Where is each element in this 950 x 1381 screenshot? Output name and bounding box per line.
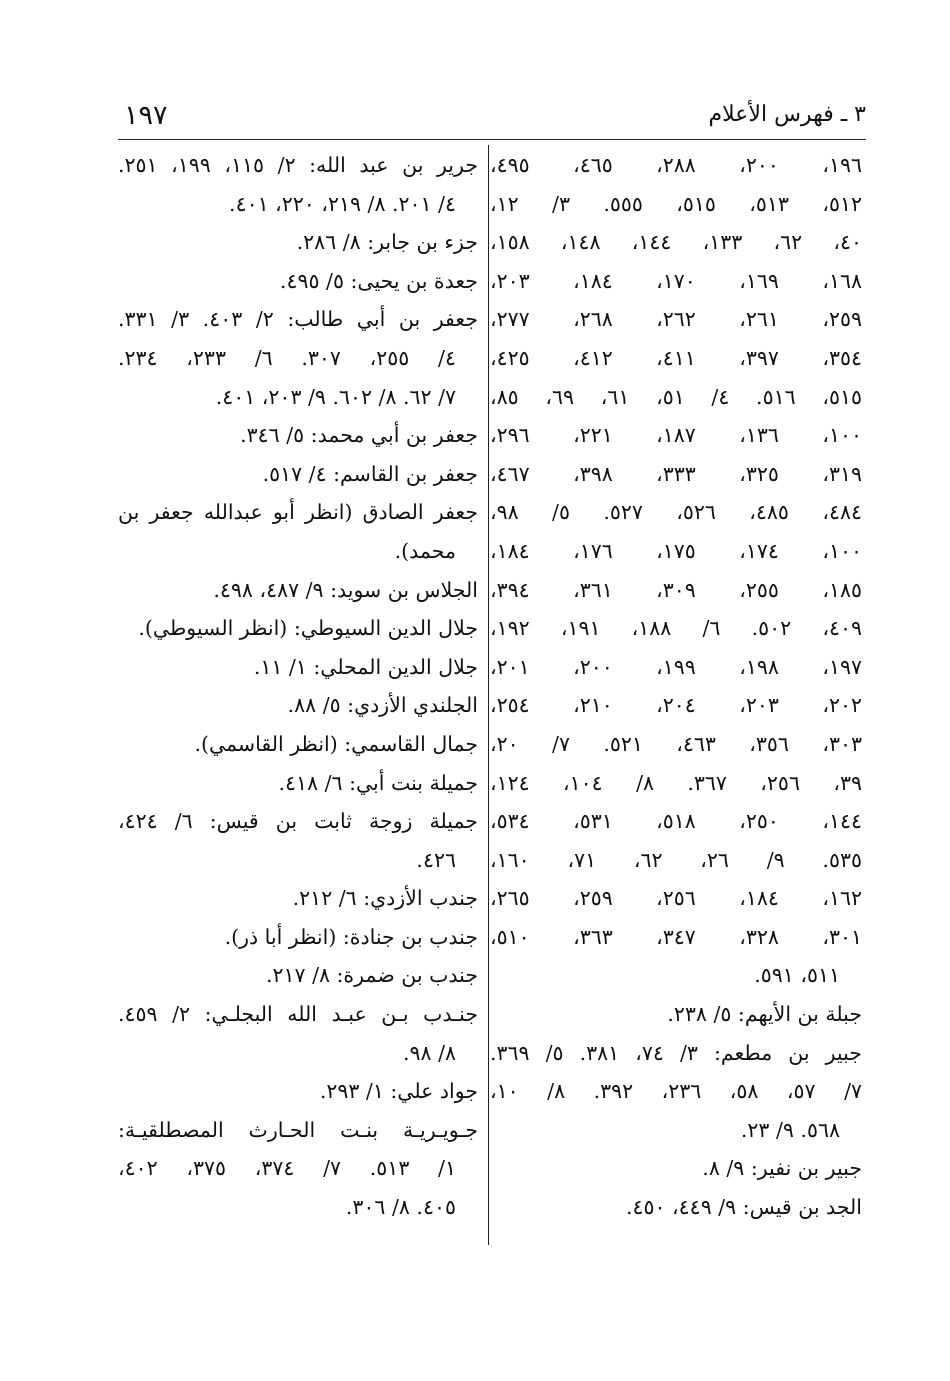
- index-entry-line: ١٠٠، ١٧٤، ١٧٥، ١٧٦، ١٨٤،: [490, 538, 862, 563]
- index-entry-line: جعفر بن أبي طالب: ٢/ ٤٠٣. ٣/ ٣٣١.: [118, 307, 478, 332]
- index-entry-line: جعفر بن القاسم: ٤/ ٥١٧.: [262, 461, 478, 486]
- index-entry-line: جمال القاسمي: (انظر القاسمي).: [194, 731, 478, 756]
- index-entry-line: ٣٠١، ٣٢٨، ٣٤٧، ٣٦٣، ٥١٠،: [490, 924, 862, 949]
- page-header: [118, 100, 866, 140]
- index-entry-line: ١٦٢، ١٨٤، ٢٥٦، ٢٥٩، ٢٦٥،: [490, 886, 862, 911]
- index-entry-line: ١/ ٥١٣. ٧/ ٣٧٤، ٣٧٥، ٤٠٢،: [118, 1156, 456, 1181]
- index-entry-line: جندب بن جنادة: (انظر أبا ذر).: [224, 924, 478, 949]
- index-entry-line: ٢٠٢، ٢٠٣، ٢٠٤، ٢١٠، ٢٥٤،: [490, 693, 862, 718]
- index-entry-line: جعفر الصادق (انظر أبو عبدالله جعفر بن: [118, 500, 478, 525]
- index-entry-line: ٤/ ٢٠١. ٨/ ٢١٩، ٢٢٠، ٤٠١.: [229, 191, 456, 216]
- index-entry-line: ٧/ ٦٢. ٨/ ٦٠٢. ٩/ ٢٠٣، ٤٠١.: [215, 384, 456, 409]
- index-entry-line: ٣٩، ٢٥٦، ٣٦٧. ٨/ ١٠٤، ١٢٤،: [490, 770, 862, 795]
- section-title: ٣ ـ فهرس الأعلام: [708, 102, 866, 127]
- header-rule: [118, 139, 866, 140]
- index-entry-line: محمد).: [394, 538, 456, 563]
- index-entry-line: ١٤٤، ٢٥٠، ٥١٨، ٥٣١، ٥٣٤،: [490, 809, 862, 834]
- index-entry-line: جندب بن ضمرة: ٨/ ٢١٧.: [265, 963, 478, 988]
- index-entry-line: ٥١٢، ٥١٣، ٥١٥، ٥٥٥. ٣/ ١٢،: [490, 191, 862, 216]
- index-entry-line: الجلندي الأزدي: ٥/ ٨٨.: [287, 693, 478, 718]
- index-entry-line: ٤٠٩، ٥٠٢. ٦/ ١٨٨، ١٩١، ١٩٢،: [490, 616, 862, 641]
- index-entry-line: جبير بن مطعم: ٣/ ٧٤، ٣٨١. ٥/ ٣٦٩.: [490, 1040, 862, 1065]
- index-entry-line: ٥٣٥. ٩/ ٢٦، ٦٢، ٧١، ١٦٠،: [490, 847, 862, 872]
- index-entry-line: جزء بن جابر: ٨/ ٢٨٦.: [296, 230, 478, 255]
- index-entry-line: ٣٠٣، ٣٥٦، ٤٦٣، ٥٢١. ٧/ ٢٠،: [490, 731, 862, 756]
- index-entry-line: جلال الدين السيوطي: (انظر السيوطي).: [138, 616, 478, 641]
- index-entry-line: ١٦٨، ١٦٩، ١٧٠، ١٨٤، ٢٠٣،: [490, 268, 862, 293]
- index-entry-line: ٣١٩، ٣٢٥، ٣٣٣، ٣٩٨، ٤٦٧،: [490, 461, 862, 486]
- index-entry-line: ٢٥٩، ٢٦١، ٢٦٢، ٢٦٨، ٢٧٧،: [490, 307, 862, 332]
- index-entry-line: جعدة بن يحيى: ٥/ ٤٩٥.: [279, 268, 478, 293]
- index-entry-line: ٤٠، ٦٢، ١٣٣، ١٤٤، ١٤٨، ١٥٨،: [490, 230, 862, 255]
- page-number: ١٩٧: [124, 100, 168, 131]
- index-entry-line: ٥١١، ٥٩١.: [754, 963, 840, 988]
- index-entry-line: ٣٥٤، ٣٩٧، ٤١١، ٤١٢، ٤٢٥،: [490, 345, 862, 370]
- index-entry-line: جميلة بنت أبي: ٦/ ٤١٨.: [278, 770, 478, 795]
- index-entry-line: جواد علي: ١/ ٢٩٣.: [319, 1079, 478, 1104]
- index-entry-line: ٧/ ٥٧، ٥٨، ٢٣٦، ٣٩٢. ٨/ ١٠،: [490, 1079, 862, 1104]
- index-entry-line: جرير بن عبد الله: ٢/ ١١٥، ١٩٩، ٢٥١.: [118, 153, 478, 177]
- index-entry-line: ٤٠٥. ٨/ ٣٠٦.: [345, 1195, 456, 1220]
- index-entry-line: جبير بن نفير: ٩/ ٨.: [702, 1156, 862, 1181]
- index-entry-line: ٥٦٨. ٩/ ٢٣.: [740, 1117, 840, 1142]
- index-entry-line: جنـدب بـن عبـد الله البجلـي: ٢/ ٤٥٩.: [118, 1002, 478, 1027]
- index-entry-line: جبلة بن الأيهم: ٥/ ٢٣٨.: [667, 1002, 862, 1027]
- index-entry-line: جميلة زوجة ثابت بن قيس: ٦/ ٤٢٤،: [118, 809, 478, 834]
- index-entry-line: ١٩٧، ١٩٨، ١٩٩، ٢٠٠، ٢٠١،: [490, 654, 862, 679]
- index-entry-line: ٨/ ٩٨.: [402, 1040, 456, 1065]
- index-column-right: [490, 146, 862, 1227]
- index-entry-line: الجلاس بن سويد: ٩/ ٤٨٧، ٤٩٨.: [213, 577, 478, 602]
- index-column-left: [118, 146, 478, 1227]
- index-entry-line: ١٠٠، ١٣٦، ١٨٧، ٢٢١، ٢٩٦،: [490, 423, 862, 448]
- index-entry-line: ٥١٥، ٥١٦. ٤/ ٥١، ٦١، ٦٩، ٨٥،: [490, 384, 862, 409]
- index-entry-line: جندب الأزدي: ٦/ ٢١٢.: [292, 886, 478, 911]
- index-entry-line: ٤٢٦.: [416, 847, 456, 872]
- index-entry-line: جلال الدين المحلي: ١/ ١١.: [253, 654, 478, 679]
- index-entry-line: الجد بن قيس: ٩/ ٤٤٩، ٤٥٠.: [625, 1195, 862, 1220]
- index-entry-line: ١٩٦، ٢٠٠، ٢٨٨، ٤٦٥، ٤٩٥،: [490, 153, 862, 177]
- index-entry-line: جـويـريـة بنـت الحـارث المصطلقيـة:: [118, 1117, 478, 1142]
- index-entry-line: جعفر بن أبي محمد: ٥/ ٣٤٦.: [240, 423, 478, 448]
- column-divider: [488, 145, 489, 1245]
- index-entry-line: ٤/ ٢٥٥، ٣٠٧. ٦/ ٢٣٣، ٢٣٤.: [118, 345, 456, 370]
- index-entry-line: ١٨٥، ٢٥٥، ٣٠٩، ٣٦١، ٣٩٤،: [490, 577, 862, 602]
- index-entry-line: ٤٨٤، ٤٨٥، ٥٢٦، ٥٢٧. ٥/ ٩٨،: [490, 500, 862, 525]
